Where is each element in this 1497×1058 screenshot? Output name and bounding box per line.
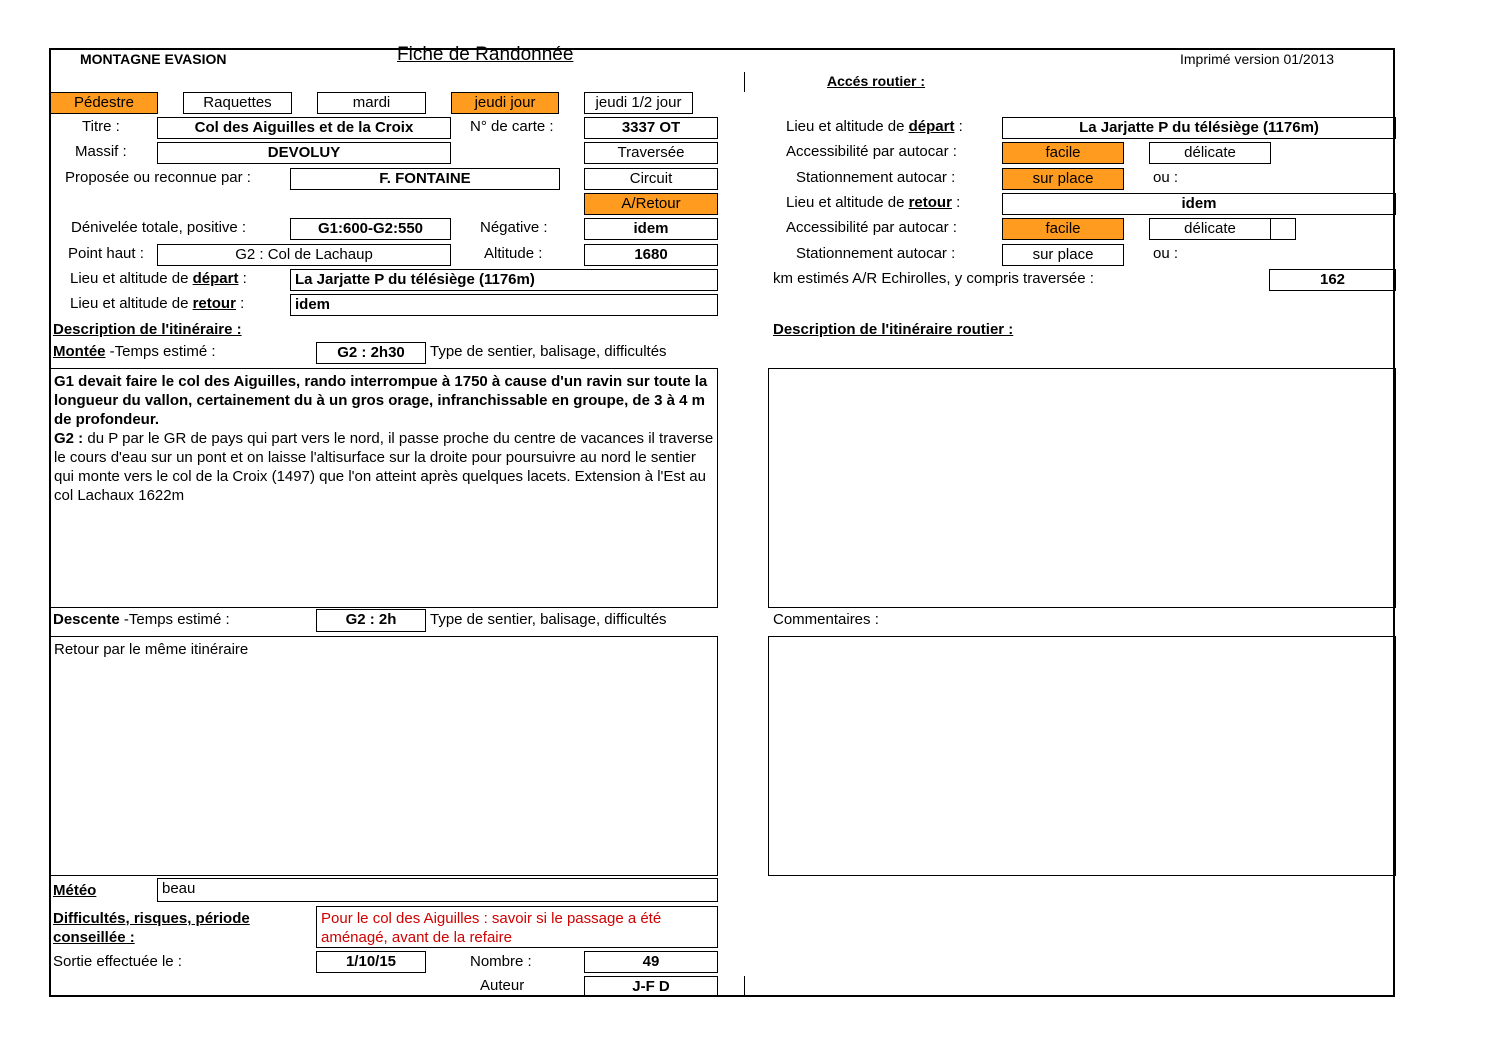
meteo-field[interactable]: beau bbox=[157, 878, 718, 902]
page-title: Fiche de Randonnée bbox=[397, 44, 574, 65]
sortie-field[interactable]: 1/10/15 bbox=[316, 951, 426, 973]
access2-delicate[interactable]: délicate bbox=[1149, 218, 1271, 240]
depart-label: Lieu et altitude de départ : bbox=[70, 270, 247, 287]
descente-label: Descente -Temps estimé : bbox=[53, 611, 230, 628]
route-retour-label: Lieu et altitude de retour : bbox=[786, 194, 961, 211]
retour-field[interactable]: idem bbox=[290, 294, 718, 316]
meteo-label: Météo bbox=[53, 882, 97, 899]
access2-label: Accessibilité par autocar : bbox=[786, 219, 957, 236]
route-description[interactable] bbox=[768, 368, 1396, 608]
montee-description[interactable]: G1 devait faire le col des Aiguilles, rando interrompue à 1750 à cause d'un ravin sur toute la longueur du vallon, certainement du à un gros orage, infranchissable en groupe, de 3 à 4 m de profondeur. G2 : du P par le GR de pays qui part vers le nord, il passe proche du centre de vacances il traverse le cours d'eau sur un pont et on laisse l'altisurface sur la droite pour poursuivre au nord le sentier qui monte vers le col de la Croix (1497) que l'on atteint après quelques lacets. Extension à l'Est au col Lachaux 1622m bbox=[50, 368, 718, 608]
station2-sur-place[interactable]: sur place bbox=[1002, 244, 1124, 266]
depart-field[interactable]: La Jarjatte P du télésiège (1176m) bbox=[290, 269, 718, 291]
access2-facile[interactable]: facile bbox=[1002, 218, 1124, 240]
column-divider-bottom bbox=[744, 976, 745, 996]
descente-time-field[interactable]: G2 : 2h bbox=[316, 609, 426, 632]
denivelee-label: Dénivelée totale, positive : bbox=[71, 219, 247, 236]
station2-label: Stationnement autocar : bbox=[796, 245, 956, 262]
montee-label: Montée -Temps estimé : bbox=[53, 343, 216, 360]
org-name: MONTAGNE EVASION bbox=[80, 51, 227, 67]
type-pedestre[interactable]: Pédestre bbox=[50, 92, 158, 114]
nombre-label: Nombre : bbox=[470, 953, 532, 970]
option-aretour[interactable]: A/Retour bbox=[584, 193, 718, 215]
route-desc-heading: Description de l'itinéraire routier : bbox=[773, 321, 1014, 338]
titre-field[interactable]: Col des Aiguilles et de la Croix bbox=[157, 117, 451, 139]
comments-label: Commentaires : bbox=[773, 611, 879, 628]
descente-description[interactable]: Retour par le même itinéraire bbox=[50, 636, 718, 876]
station1-ou: ou : bbox=[1153, 169, 1179, 186]
denivelee-field[interactable]: G1:600-G2:550 bbox=[290, 218, 451, 240]
titre-label: Titre : bbox=[82, 118, 120, 135]
descente-type-sentier: Type de sentier, balisage, difficultés bbox=[430, 611, 667, 628]
route-retour-field[interactable]: idem bbox=[1002, 193, 1396, 215]
acces-routier-heading: Accés routier : bbox=[827, 73, 926, 89]
altitude-field[interactable]: 1680 bbox=[584, 244, 718, 266]
route-depart-field[interactable]: La Jarjatte P du télésiège (1176m) bbox=[1002, 117, 1396, 139]
comments-area[interactable] bbox=[768, 636, 1396, 876]
nombre-field[interactable]: 49 bbox=[584, 951, 718, 973]
option-circuit[interactable]: Circuit bbox=[584, 168, 718, 190]
proposee-field[interactable]: F. FONTAINE bbox=[290, 168, 560, 190]
station2-ou: ou : bbox=[1153, 245, 1179, 262]
negative-label: Négative : bbox=[480, 219, 548, 236]
day-mardi[interactable]: mardi bbox=[317, 92, 426, 114]
access1-delicate[interactable]: délicate bbox=[1149, 142, 1271, 164]
station1-label: Stationnement autocar : bbox=[796, 169, 956, 186]
massif-label: Massif : bbox=[75, 143, 127, 160]
negative-field[interactable]: idem bbox=[584, 218, 718, 240]
point-haut-label: Point haut : bbox=[68, 245, 144, 262]
column-divider-top bbox=[744, 72, 745, 92]
km-field[interactable]: 162 bbox=[1269, 269, 1396, 291]
day-jeudi-jour[interactable]: jeudi jour bbox=[451, 92, 559, 114]
massif-field[interactable]: DEVOLUY bbox=[157, 142, 451, 164]
option-traversee[interactable]: Traversée bbox=[584, 142, 718, 164]
day-jeudi-demi-jour[interactable]: jeudi 1/2 jour bbox=[584, 92, 693, 114]
carte-label: N° de carte : bbox=[470, 118, 554, 135]
carte-field[interactable]: 3337 OT bbox=[584, 117, 718, 139]
altitude-label: Altitude : bbox=[484, 245, 543, 262]
proposee-label: Proposée ou reconnue par : bbox=[65, 169, 251, 186]
version-label: Imprimé version 01/2013 bbox=[1180, 51, 1335, 67]
route-depart-label: Lieu et altitude de départ : bbox=[786, 118, 963, 135]
itineraire-heading: Description de l'itinéraire : bbox=[53, 321, 242, 338]
montee-time-field[interactable]: G2 : 2h30 bbox=[316, 342, 426, 364]
access1-label: Accessibilité par autocar : bbox=[786, 143, 957, 160]
type-raquettes[interactable]: Raquettes bbox=[183, 92, 292, 114]
km-label: km estimés A/R Echirolles, y compris traversée : bbox=[773, 270, 1094, 287]
difficultes-field[interactable]: Pour le col des Aiguilles : savoir si le passage a été aménagé, avant de la refaire bbox=[316, 906, 718, 948]
difficultes-label-line2: conseillée : bbox=[53, 929, 135, 946]
montee-type-sentier: Type de sentier, balisage, difficultés bbox=[430, 343, 667, 360]
access1-facile[interactable]: facile bbox=[1002, 142, 1124, 164]
retour-label: Lieu et altitude de retour : bbox=[70, 295, 245, 312]
auteur-field[interactable]: J-F D bbox=[584, 976, 718, 997]
difficultes-label-line1: Difficultés, risques, période bbox=[53, 910, 250, 927]
sortie-label: Sortie effectuée le : bbox=[53, 953, 182, 970]
point-haut-field[interactable]: G2 : Col de Lachaup bbox=[157, 244, 451, 266]
auteur-label: Auteur bbox=[480, 977, 525, 994]
access2-extra-cell[interactable] bbox=[1270, 218, 1296, 240]
station1-sur-place[interactable]: sur place bbox=[1002, 168, 1124, 190]
